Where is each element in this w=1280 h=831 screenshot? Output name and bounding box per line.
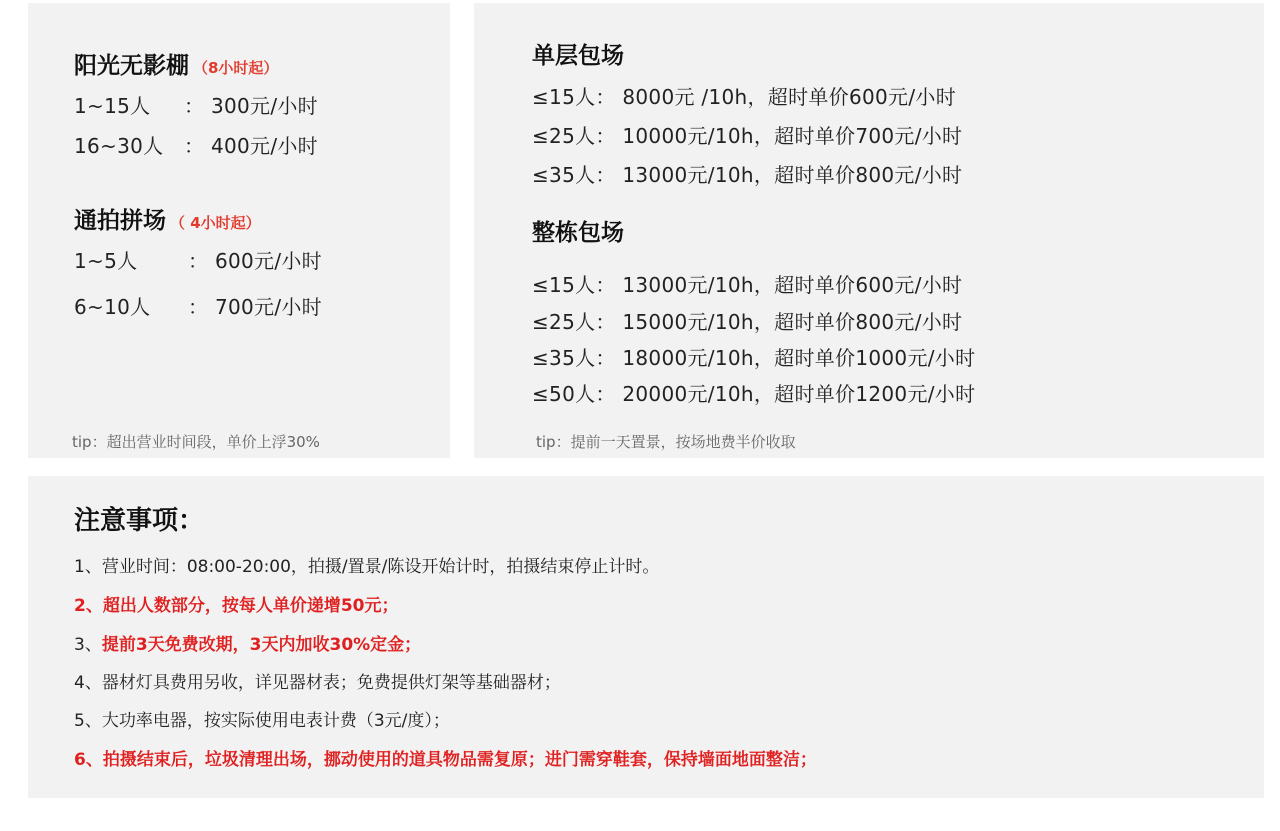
- price-value: ： 400元/小时: [184, 134, 318, 158]
- note-item: [74, 630, 421, 655]
- section-title-whole-building: 整栋包场: [532, 220, 624, 246]
- studio-pricing-panel: [28, 3, 450, 458]
- note-item-highlight: 2、超出人数部分，按每人单价递增50元；: [74, 596, 399, 616]
- note-item-highlight: 6、拍摄结束后，垃圾清理出场，挪动使用的道具物品需复原；进门需穿鞋套，保持墙面地面整洁；: [74, 750, 817, 770]
- notes-panel: [28, 476, 1264, 798]
- section-title-shared: [74, 202, 261, 235]
- people-range: 16~30人: [74, 134, 164, 158]
- note-item: 4、器材灯具费用另收，详见器材表；免费提供灯架等基础器材；: [74, 673, 561, 693]
- people-range: 1~5人: [74, 249, 138, 273]
- shared-title-text: 通拍拼场: [74, 208, 166, 234]
- price-value: ： 700元/小时: [188, 295, 322, 319]
- price-row: ≤35人： 13000元/10h，超时单价800元/小时: [532, 163, 963, 187]
- people-range: 1~15人: [74, 94, 151, 118]
- price-row: [74, 130, 318, 159]
- price-row: ≤25人： 15000元/10h，超时单价800元/小时: [532, 310, 963, 334]
- price-row: ≤15人： 8000元 /10h，超时单价600元/小时: [532, 85, 956, 109]
- studio-title-text: 阳光无影棚: [74, 53, 189, 79]
- section-title-studio: [74, 47, 278, 80]
- note-item: 5、大功率电器，按实际使用电表计费（3元/度）；: [74, 711, 450, 731]
- venue-pricing-panel: [474, 3, 1264, 458]
- section-title-single-floor: 单层包场: [532, 43, 624, 69]
- price-row: ≤25人： 10000元/10h，超时单价700元/小时: [532, 124, 963, 148]
- price-row: ≤15人： 13000元/10h，超时单价600元/小时: [532, 273, 963, 297]
- price-row: [74, 245, 322, 274]
- price-row: ≤35人： 18000元/10h，超时单价1000元/小时: [532, 346, 976, 370]
- note-item: 1、营业时间：08:00-20:00，拍摄/置景/陈设开始计时，拍摄结束停止计时。: [74, 557, 660, 577]
- price-row: [74, 90, 318, 119]
- shared-min-hours: （ 4小时起）: [170, 214, 261, 232]
- studio-min-hours: （8小时起）: [193, 59, 279, 77]
- note-highlight: 提前3天免费改期，3天内加收30%定金；: [101, 635, 422, 655]
- price-value: ： 300元/小时: [184, 94, 318, 118]
- people-range: 6~10人: [74, 295, 151, 319]
- price-row: ≤50人： 20000元/10h，超时单价1200元/小时: [532, 382, 976, 406]
- price-value: ： 600元/小时: [188, 249, 322, 273]
- tip-text: tip：提前一天置景，按场地费半价收取: [536, 433, 796, 451]
- notes-title: 注意事项：: [74, 506, 205, 536]
- note-prefix: 3、: [74, 635, 102, 655]
- price-row: [74, 291, 322, 320]
- tip-text: tip：超出营业时间段，单价上浮30%: [72, 433, 320, 451]
